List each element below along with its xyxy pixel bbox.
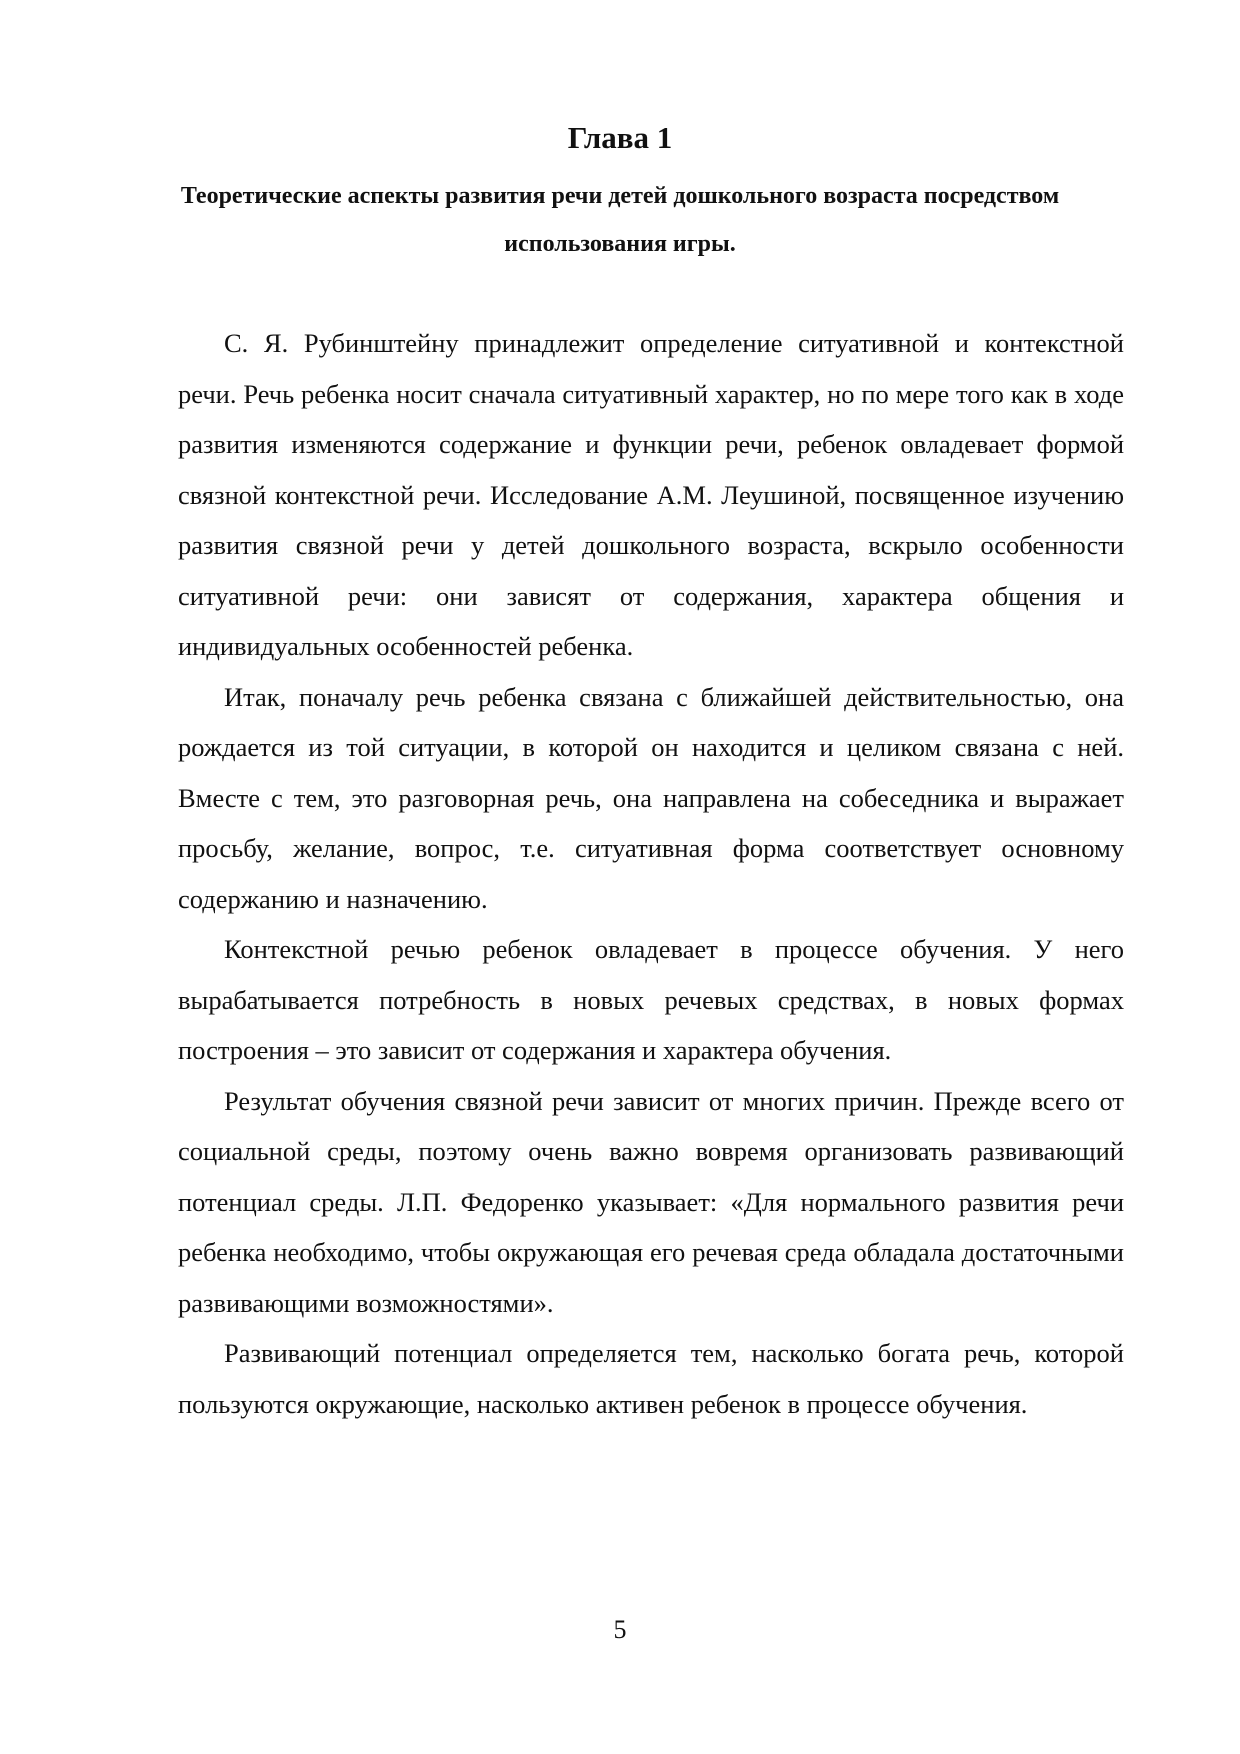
paragraph-1: С. Я. Рубинштейну принадлежит определение ситуативной и контекстной речи. Речь ребенка носит сначала ситуативный характер, но по мере того как в ходе развития изменяются содержание и функции речи, ребенок овладевает формой связной контекстной речи. Исследование А.М. Леушиной, посвященное изучению развития связной речи у детей дошкольного возраста, вскрыло особенности ситуативной речи: они зависят от содержания, характера общения и индивидуальных особенностей ребенка. bbox=[178, 328, 1124, 661]
paragraph-4: Результат обучения связной речи зависит от многих причин. Прежде всего от социальной среды, поэтому очень важно вовремя организовать развивающий потенциал среды. Л.П. Федоренко указывает: «Для нормального развития речи ребенка необходимо, чтобы окружающая его речевая среда обладала достаточными развивающими возможностями». bbox=[178, 1085, 1124, 1318]
paragraph-5: Развивающий потенциал определяется тем, насколько богата речь, которой пользуются окружающие, насколько активен ребенок в процессе обучения. bbox=[178, 1338, 1124, 1419]
chapter-subtitle: Теоретические аспекты развития речи детей дошкольного возраста посредством использования игры. bbox=[180, 183, 1060, 257]
chapter-title: Глава 1 bbox=[567, 120, 673, 155]
paragraph-3: Контекстной речью ребенок овладевает в процессе обучения. У него вырабатывается потребность в новых речевых средствах, в новых формах построения – это зависит от содержания и характера обучения. bbox=[178, 934, 1124, 1065]
paragraph-2: Итак, поначалу речь ребенка связана с ближайшей действительностью, она рождается из той ситуации, в которой он находится и целиком связана с ней. Вместе с тем, это разговорная речь, она направлена на собеседника и выражает просьбу, желание, вопрос, т.е. ситуативная форма соответствует основному содержанию и назначению. bbox=[178, 681, 1124, 914]
page-number: 5 bbox=[613, 1615, 627, 1644]
body-text bbox=[178, 318, 1124, 1429]
